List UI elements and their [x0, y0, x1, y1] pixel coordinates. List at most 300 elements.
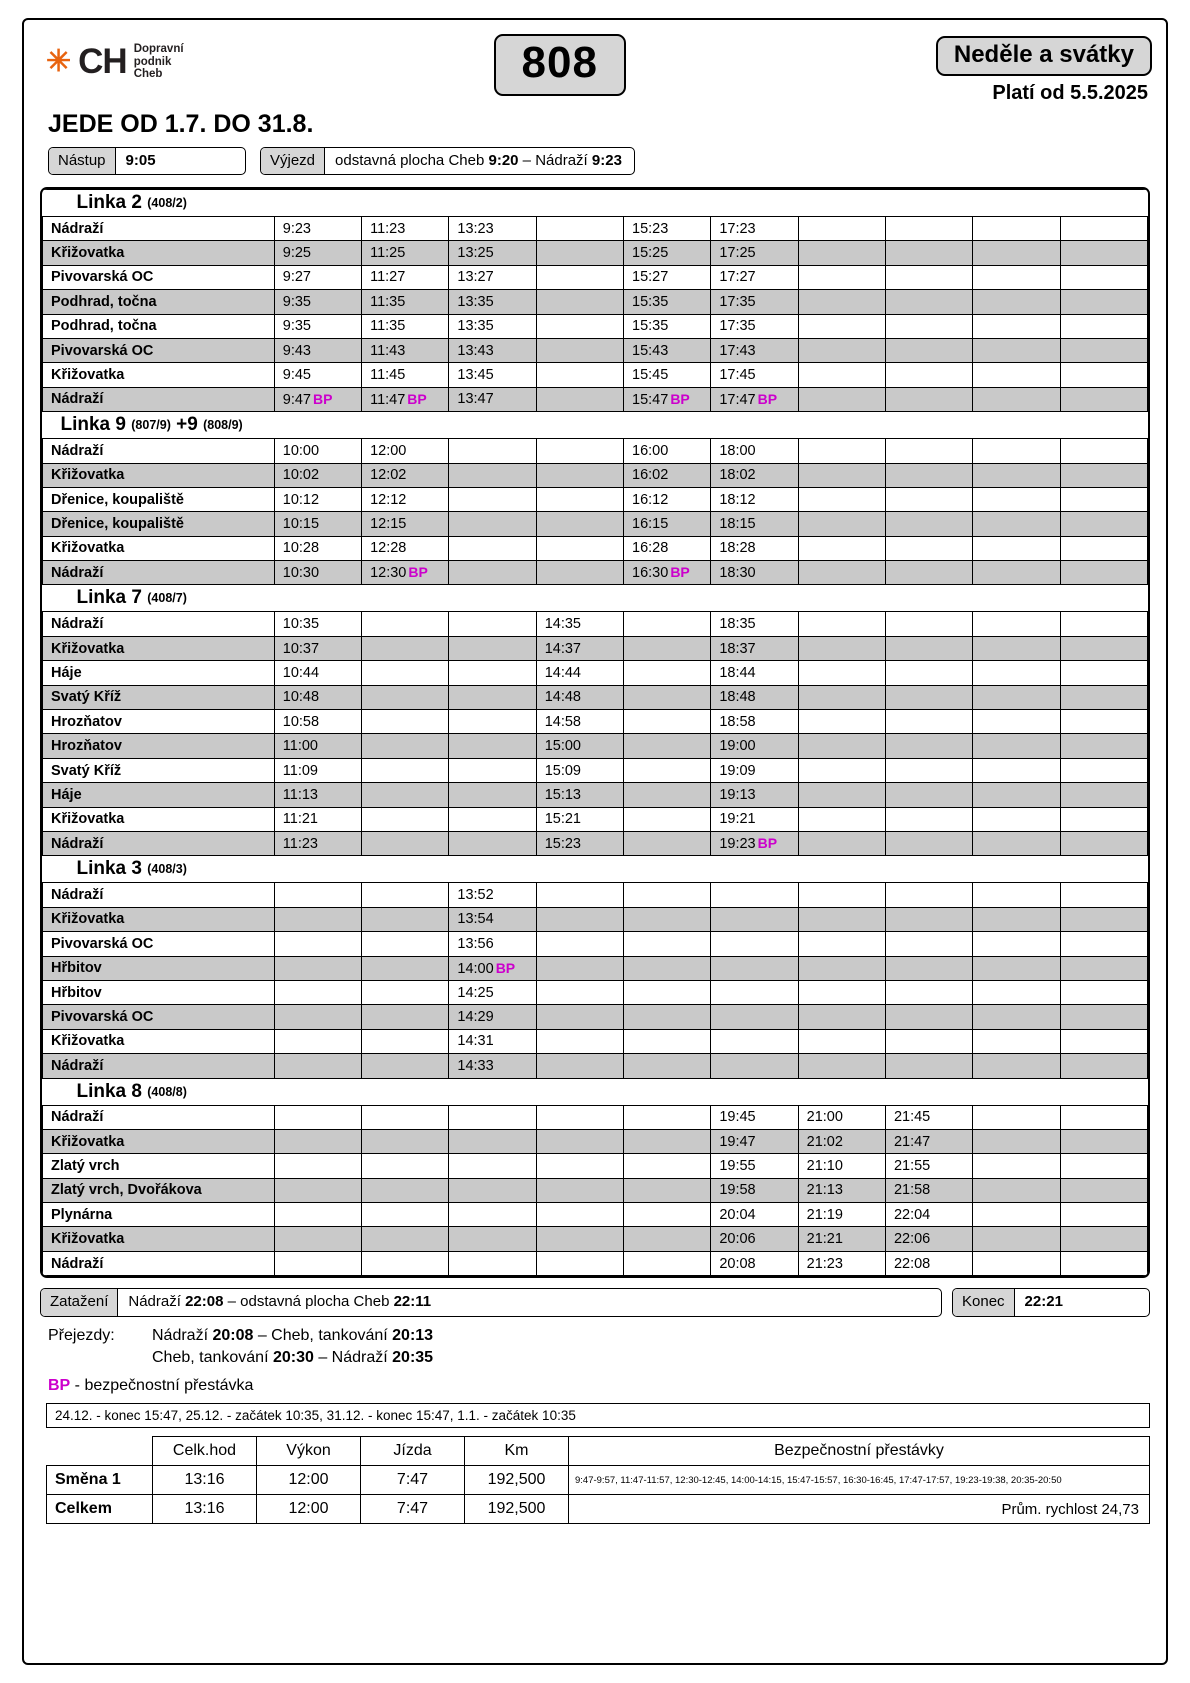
line-name: Linka 7	[76, 587, 142, 609]
departure-time-cell	[362, 612, 449, 636]
table-row	[43, 831, 1148, 855]
departure-time-cell	[624, 217, 711, 241]
departure-time-cell	[362, 1105, 449, 1129]
departure-time-cell	[449, 612, 536, 636]
departure-time-cell	[624, 290, 711, 314]
departure-time-cell	[449, 561, 536, 585]
departure-time-cell	[624, 932, 711, 956]
table-row	[43, 932, 1148, 956]
departure-time: 19:13	[719, 786, 756, 803]
departure-time: 14:29	[457, 1009, 494, 1026]
departure-time: 21:55	[893, 1157, 931, 1174]
company-logo	[38, 30, 184, 82]
table-row	[43, 487, 1148, 511]
departure-time-cell	[536, 1054, 623, 1078]
departure-time-cell	[1060, 1154, 1147, 1178]
departure-time: 17:45	[719, 367, 756, 384]
departure-time-cell	[449, 439, 536, 463]
departure-time: 17:35	[719, 318, 756, 335]
stop-name: Nádraží	[43, 1054, 275, 1078]
departure-time: 20:08	[719, 1255, 756, 1272]
departure-time-cell	[274, 710, 361, 734]
departure-time-cell	[274, 290, 361, 314]
departure-time: 10:37	[282, 640, 320, 657]
departure-time-cell	[624, 685, 711, 709]
departure-time-cell	[973, 1178, 1060, 1202]
departure-time: 13:27	[457, 269, 494, 286]
departure-time: 19:55	[719, 1157, 756, 1174]
departure-time-cell	[711, 612, 798, 636]
departure-time: 13:35	[457, 293, 494, 310]
departure-time-cell	[885, 1105, 972, 1129]
stop-name: Podhrad, točna	[43, 290, 275, 314]
departure-time: 21:00	[806, 1109, 843, 1126]
departure-time-cell	[274, 1029, 361, 1053]
table-row	[43, 612, 1148, 636]
departure-time-cell	[274, 1105, 361, 1129]
departure-time-cell	[449, 956, 536, 980]
departure-time-cell	[1060, 734, 1147, 758]
table-row	[43, 1203, 1148, 1227]
departure-time-cell	[274, 1203, 361, 1227]
departure-time-cell	[798, 387, 885, 411]
departure-time: 14:58	[544, 713, 581, 730]
departure-time-cell	[711, 831, 798, 855]
departure-time: 21:19	[806, 1206, 843, 1223]
departure-time-cell	[885, 956, 972, 980]
stop-name: Křižovatka	[43, 363, 275, 387]
departure-time-cell	[449, 487, 536, 511]
departure-time-cell	[624, 1178, 711, 1202]
departure-time-cell	[711, 1129, 798, 1153]
stop-name: Křižovatka	[43, 907, 275, 931]
departure-time-cell	[798, 487, 885, 511]
departure-time-cell	[274, 980, 361, 1004]
departure-time-cell	[536, 217, 623, 241]
departure-time-cell	[362, 1251, 449, 1275]
departure-time-cell	[449, 734, 536, 758]
departure-time: 16:00	[632, 442, 669, 459]
departure-time-cell	[1060, 1203, 1147, 1227]
departure-time: 19:45	[719, 1109, 756, 1126]
departure-time-cell	[624, 883, 711, 907]
departure-time-cell	[798, 1178, 885, 1202]
departure-time-cell	[798, 758, 885, 782]
departure-time-cell	[885, 217, 972, 241]
departure-time-cell	[973, 387, 1060, 411]
stop-name: Plynárna	[43, 1203, 275, 1227]
summary-celk: 13:16	[153, 1466, 257, 1495]
logo-star-icon: ✳	[46, 45, 72, 78]
departure-time: 17:35	[719, 293, 756, 310]
departure-time-cell	[798, 1005, 885, 1029]
stop-name: Křižovatka	[43, 807, 275, 831]
departure-time-cell	[449, 1029, 536, 1053]
departure-time-cell	[536, 290, 623, 314]
departure-time-cell	[362, 758, 449, 782]
departure-time-cell	[274, 363, 361, 387]
departure-time-cell	[274, 661, 361, 685]
line-code: (408/7)	[147, 591, 187, 606]
departure-time-cell	[274, 463, 361, 487]
vyjezd-value	[325, 148, 634, 174]
departure-time-cell	[362, 783, 449, 807]
table-row	[43, 636, 1148, 660]
departure-time-cell	[449, 387, 536, 411]
departure-time-cell	[624, 1251, 711, 1275]
departure-time-cell	[274, 241, 361, 265]
departure-time-cell	[885, 265, 972, 289]
departure-time-cell	[536, 932, 623, 956]
departure-time-cell	[798, 1203, 885, 1227]
stop-name: Pivovarská OC	[43, 932, 275, 956]
departure-time-cell	[362, 883, 449, 907]
departure-time-cell	[885, 831, 972, 855]
departure-time: 11:13	[282, 786, 318, 803]
stop-name: Dřenice, koupaliště	[43, 487, 275, 511]
stop-name: Křižovatka	[43, 463, 275, 487]
departure-time-cell	[1060, 932, 1147, 956]
departure-time-cell	[711, 807, 798, 831]
logo-subtitle-line2: podnik	[133, 55, 172, 68]
stop-name: Nádraží	[43, 217, 275, 241]
departure-time-cell	[973, 536, 1060, 560]
departure-time-cell	[1060, 217, 1147, 241]
departure-time-cell	[536, 1251, 623, 1275]
stop-name: Nádraží	[43, 831, 275, 855]
departure-time: 14:44	[544, 664, 581, 681]
table-row	[43, 241, 1148, 265]
departure-time-cell	[711, 907, 798, 931]
departure-time-cell	[885, 783, 972, 807]
line-header	[43, 585, 1148, 612]
departure-time-cell	[1060, 512, 1147, 536]
departure-time-cell	[973, 831, 1060, 855]
departure-time-cell	[362, 831, 449, 855]
departure-time-cell	[885, 1129, 972, 1153]
departure-time: 11:09	[282, 762, 318, 779]
departure-time-cell	[973, 807, 1060, 831]
departure-time-cell	[624, 561, 711, 585]
departure-time-cell	[449, 1154, 536, 1178]
departure-time-cell	[798, 685, 885, 709]
departure-time: 17:43	[719, 342, 756, 359]
departure-time-cell	[798, 1129, 885, 1153]
departure-time-cell	[973, 463, 1060, 487]
zatazeni-value	[118, 1289, 443, 1316]
departure-time-cell	[536, 561, 623, 585]
departure-time-cell	[973, 685, 1060, 709]
stop-name: Křižovatka	[43, 1029, 275, 1053]
departure-time-cell	[1060, 265, 1147, 289]
departure-time-cell	[536, 883, 623, 907]
departure-time-cell	[274, 1005, 361, 1029]
departure-time: 21:10	[806, 1157, 843, 1174]
nastup-label: Nástup	[49, 148, 116, 174]
line-header	[43, 856, 1148, 883]
departure-time-cell	[624, 1105, 711, 1129]
departure-time-cell	[885, 1178, 972, 1202]
departure-time-cell	[798, 907, 885, 931]
departure-time: 15:23	[544, 835, 581, 852]
departure-time-cell	[449, 661, 536, 685]
logo-text: CH	[78, 42, 127, 81]
departure-time-cell	[624, 636, 711, 660]
departure-time: 15:25	[632, 245, 669, 262]
departure-time-cell	[274, 1178, 361, 1202]
departure-time-cell	[885, 1227, 972, 1251]
table-row	[43, 561, 1148, 585]
prejezd-text-mid: – Nádraží	[313, 1349, 393, 1367]
departure-time-cell	[1060, 387, 1147, 411]
line-name: Linka 9	[60, 414, 126, 436]
line-code: (807/9)	[131, 418, 171, 433]
departure-time-cell	[885, 387, 972, 411]
departure-time-cell	[362, 217, 449, 241]
departure-time-cell	[885, 512, 972, 536]
departure-time-cell	[973, 883, 1060, 907]
departure-time: 18:37	[719, 640, 756, 657]
table-row	[43, 1129, 1148, 1153]
departure-time-cell	[274, 734, 361, 758]
departure-time-cell	[274, 685, 361, 709]
summary-header-cell	[47, 1437, 153, 1466]
stop-name: Hřbitov	[43, 956, 275, 980]
departure-time-cell	[449, 217, 536, 241]
departure-time-cell	[973, 758, 1060, 782]
stop-name: Křižovatka	[43, 536, 275, 560]
departure-time-cell	[885, 1251, 972, 1275]
prejezdy-list	[152, 1327, 433, 1371]
departure-time-cell	[449, 1005, 536, 1029]
departure-time: 9:45	[282, 367, 311, 384]
departure-time-cell	[885, 710, 972, 734]
departure-time-cell	[885, 612, 972, 636]
departure-time-cell	[885, 1154, 972, 1178]
departure-time: 14:00	[457, 960, 494, 977]
departure-time: 21:23	[806, 1255, 843, 1272]
departure-time-cell	[362, 1029, 449, 1053]
stop-name: Svatý Kříž	[43, 685, 275, 709]
zatazeni-text-mid: – odstavná plocha Cheb	[223, 1293, 394, 1311]
validity-from-text: Platí od 5.5.2025	[992, 82, 1148, 104]
departure-time: 12:00	[370, 442, 407, 459]
departure-time-cell	[624, 241, 711, 265]
departure-time-cell	[362, 661, 449, 685]
departure-time-cell	[536, 734, 623, 758]
departure-time-cell	[624, 956, 711, 980]
summary-jizda: 7:47	[361, 1495, 465, 1524]
departure-time: 19:09	[719, 762, 756, 779]
table-row	[43, 685, 1148, 709]
departure-time-cell	[624, 387, 711, 411]
departure-time-cell	[711, 636, 798, 660]
departure-time-cell	[973, 561, 1060, 585]
table-row	[43, 783, 1148, 807]
stop-name: Háje	[43, 783, 275, 807]
departure-time-cell	[536, 980, 623, 1004]
departure-time-cell	[449, 1129, 536, 1153]
departure-time-cell	[711, 439, 798, 463]
departure-time: 21:02	[806, 1133, 843, 1150]
departure-time-cell	[274, 831, 361, 855]
stop-name: Nádraží	[43, 1105, 275, 1129]
departure-time: 21:47	[893, 1133, 931, 1150]
departure-time-cell	[711, 338, 798, 362]
prejezd-item	[152, 1349, 433, 1367]
departure-time-cell	[536, 338, 623, 362]
departure-time-cell	[973, 1227, 1060, 1251]
stop-name: Nádraží	[43, 561, 275, 585]
departure-time-cell	[362, 1005, 449, 1029]
departure-time-cell	[624, 807, 711, 831]
departure-time-cell	[624, 439, 711, 463]
table-row	[43, 956, 1148, 980]
departure-time-cell	[711, 932, 798, 956]
vyjezd-time-2: 9:23	[591, 152, 622, 169]
departure-time-cell	[711, 463, 798, 487]
departure-time: 13:56	[457, 935, 494, 952]
table-row	[43, 980, 1148, 1004]
departure-time-cell	[711, 536, 798, 560]
table-row	[43, 363, 1148, 387]
departure-time-cell	[449, 636, 536, 660]
prejezd-text-mid: – Cheb, tankování	[253, 1327, 393, 1345]
prejezdy-section	[48, 1327, 1150, 1371]
table-row	[43, 1178, 1148, 1202]
timetable	[42, 189, 1148, 1276]
departure-time-cell	[973, 1005, 1060, 1029]
departure-time: 14:35	[544, 616, 581, 633]
departure-time-cell	[885, 1029, 972, 1053]
departure-time-cell	[449, 1178, 536, 1202]
departure-time-cell	[798, 536, 885, 560]
departure-time-cell	[362, 636, 449, 660]
departure-time-cell	[536, 1154, 623, 1178]
departure-time: 16:02	[632, 467, 669, 484]
departure-time-cell	[973, 1054, 1060, 1078]
route-number-badge: 808	[494, 34, 626, 96]
departure-time-cell	[798, 265, 885, 289]
departure-time: 18:28	[719, 540, 756, 557]
departure-time-cell	[885, 338, 972, 362]
table-row	[43, 217, 1148, 241]
departure-time-cell	[274, 487, 361, 511]
departure-time-cell	[536, 387, 623, 411]
konec-value: 22:21	[1024, 1293, 1063, 1311]
stop-name: Hrozňatov	[43, 710, 275, 734]
departure-time-cell	[973, 290, 1060, 314]
departure-time-cell	[885, 907, 972, 931]
departure-time-cell	[973, 1105, 1060, 1129]
departure-time-cell	[536, 636, 623, 660]
departure-time-cell	[536, 1005, 623, 1029]
table-row	[43, 512, 1148, 536]
line-header	[43, 412, 1148, 439]
departure-time-cell	[274, 387, 361, 411]
table-row	[43, 1005, 1148, 1029]
departure-time-cell	[885, 363, 972, 387]
departure-time: 11:45	[370, 367, 406, 384]
departure-time-cell	[536, 1178, 623, 1202]
departure-time-cell	[1060, 710, 1147, 734]
departure-time-cell	[798, 710, 885, 734]
departure-time: 12:02	[370, 467, 407, 484]
zatazeni-time-1: 22:08	[185, 1293, 224, 1311]
departure-time-cell	[798, 338, 885, 362]
departure-time-cell	[711, 387, 798, 411]
departure-time: 20:04	[719, 1206, 756, 1223]
departure-time-cell	[449, 758, 536, 782]
departure-time-cell	[624, 907, 711, 931]
departure-time-cell	[536, 487, 623, 511]
departure-time: 15:35	[632, 318, 669, 335]
departure-time-cell	[798, 561, 885, 585]
departure-time-cell	[973, 636, 1060, 660]
summary-row	[47, 1466, 1150, 1495]
departure-time: 22:08	[893, 1255, 931, 1272]
departure-time-cell	[624, 710, 711, 734]
departure-time-cell	[624, 1203, 711, 1227]
departure-time: 22:06	[893, 1231, 931, 1248]
departure-time-cell	[798, 439, 885, 463]
table-row	[43, 1105, 1148, 1129]
zatazeni-field	[40, 1288, 942, 1317]
departure-time-cell	[274, 636, 361, 660]
departure-time-cell	[449, 883, 536, 907]
departure-time-cell	[274, 338, 361, 362]
departure-time-cell	[1060, 807, 1147, 831]
departure-time-cell	[449, 831, 536, 855]
departure-time-cell	[711, 1178, 798, 1202]
departure-time-cell	[624, 1129, 711, 1153]
departure-time-cell	[973, 363, 1060, 387]
departure-time-cell	[711, 1005, 798, 1029]
departure-time-cell	[362, 1129, 449, 1153]
departure-time-cell	[973, 783, 1060, 807]
prejezd-time-2: 20:13	[392, 1327, 434, 1345]
bp-marker: BP	[670, 390, 690, 407]
departure-time: 21:45	[893, 1109, 931, 1126]
nastup-value: 9:05	[125, 152, 156, 169]
departure-time-cell	[1060, 685, 1147, 709]
departure-time-cell	[362, 685, 449, 709]
header	[38, 30, 1152, 104]
departure-time-cell	[449, 1251, 536, 1275]
departure-time: 11:00	[282, 738, 318, 755]
departure-time-cell	[973, 314, 1060, 338]
departure-time: 9:23	[282, 220, 311, 237]
departure-time-cell	[449, 290, 536, 314]
departure-time-cell	[1060, 956, 1147, 980]
departure-time: 14:33	[457, 1057, 494, 1074]
departure-time-cell	[624, 1029, 711, 1053]
departure-time-cell	[973, 512, 1060, 536]
departure-time: 12:30	[370, 565, 407, 582]
departure-time-cell	[362, 536, 449, 560]
departure-time-cell	[711, 980, 798, 1004]
departure-time: 15:09	[544, 762, 581, 779]
summary-header-cell: Jízda	[361, 1437, 465, 1466]
bp-marker: BP	[495, 959, 516, 976]
departure-time-cell	[624, 487, 711, 511]
departure-time: 10:02	[282, 467, 320, 484]
departure-time-cell	[449, 241, 536, 265]
departure-time-cell	[362, 338, 449, 362]
departure-time-cell	[449, 710, 536, 734]
departure-time-cell	[798, 883, 885, 907]
departure-time-cell	[362, 241, 449, 265]
